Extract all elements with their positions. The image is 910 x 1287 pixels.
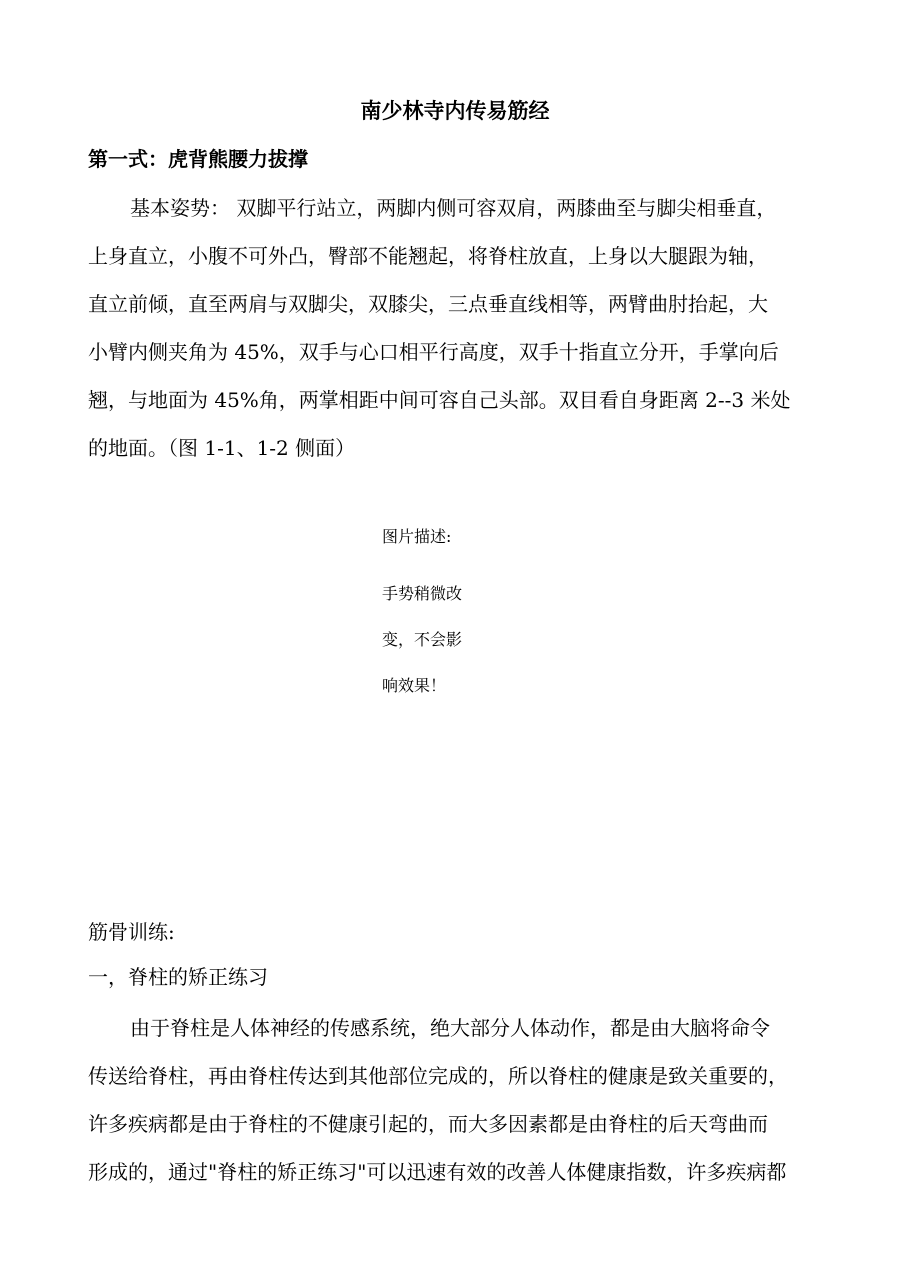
- basic-posture-paragraph: [88, 184, 828, 472]
- section-label-training: 筋骨训练:: [88, 920, 175, 944]
- paragraph-line: 许多疾病都是由于脊柱的不健康引起的，而大多因素都是由脊柱的后天弯曲而: [88, 1112, 768, 1136]
- paragraph-line: 上身直立，小腹不可外凸，臀部不能翘起，将脊柱放直，上身以大腿跟为轴，: [88, 244, 768, 268]
- image-caption-line: 手势稍微改: [382, 584, 463, 603]
- paragraph-line: 的地面。（图 1-1、1-2 侧面）: [88, 436, 356, 460]
- paragraph-line: 小臂内侧夹角为 45%，双手与心口相平行高度，双手十指直立分开，手掌向后: [88, 340, 779, 364]
- paragraph-line: 直立前倾，直至两肩与双脚尖，双膝尖，三点垂直线相等，两臂曲肘抬起，大: [88, 292, 768, 316]
- document-title: 南少林寺内传易筋经: [360, 98, 550, 123]
- paragraph-line: 形成的，通过"脊柱的矫正练习"可以迅速有效的改善人体健康指数，许多疾病都: [88, 1160, 787, 1184]
- image-caption-line: 响效果！: [382, 676, 447, 695]
- image-caption-label: 图片描述:: [382, 527, 452, 546]
- sub-heading-spine-correction: 一，脊柱的矫正练习: [88, 965, 268, 989]
- section-heading-first-form: 第一式：虎背熊腰力拔撑: [88, 147, 308, 171]
- paragraph-line: 由于脊柱是人体神经的传感系统，绝大部分人体动作，都是由大脑将命令: [130, 1016, 770, 1040]
- spine-paragraph: [88, 1004, 828, 1196]
- paragraph-line: 传送给脊柱，再由脊柱传达到其他部位完成的，所以脊柱的健康是致关重要的，: [88, 1064, 788, 1088]
- paragraph-line: 翘，与地面为 45%角，两掌相距中间可容自己头部。双目看自身距离 2--3 米处: [88, 388, 791, 412]
- image-caption-line: 变，不会影: [382, 630, 463, 649]
- paragraph-line: 基本姿势： 双脚平行站立，两脚内侧可容双肩，两膝曲至与脚尖相垂直，: [130, 196, 777, 220]
